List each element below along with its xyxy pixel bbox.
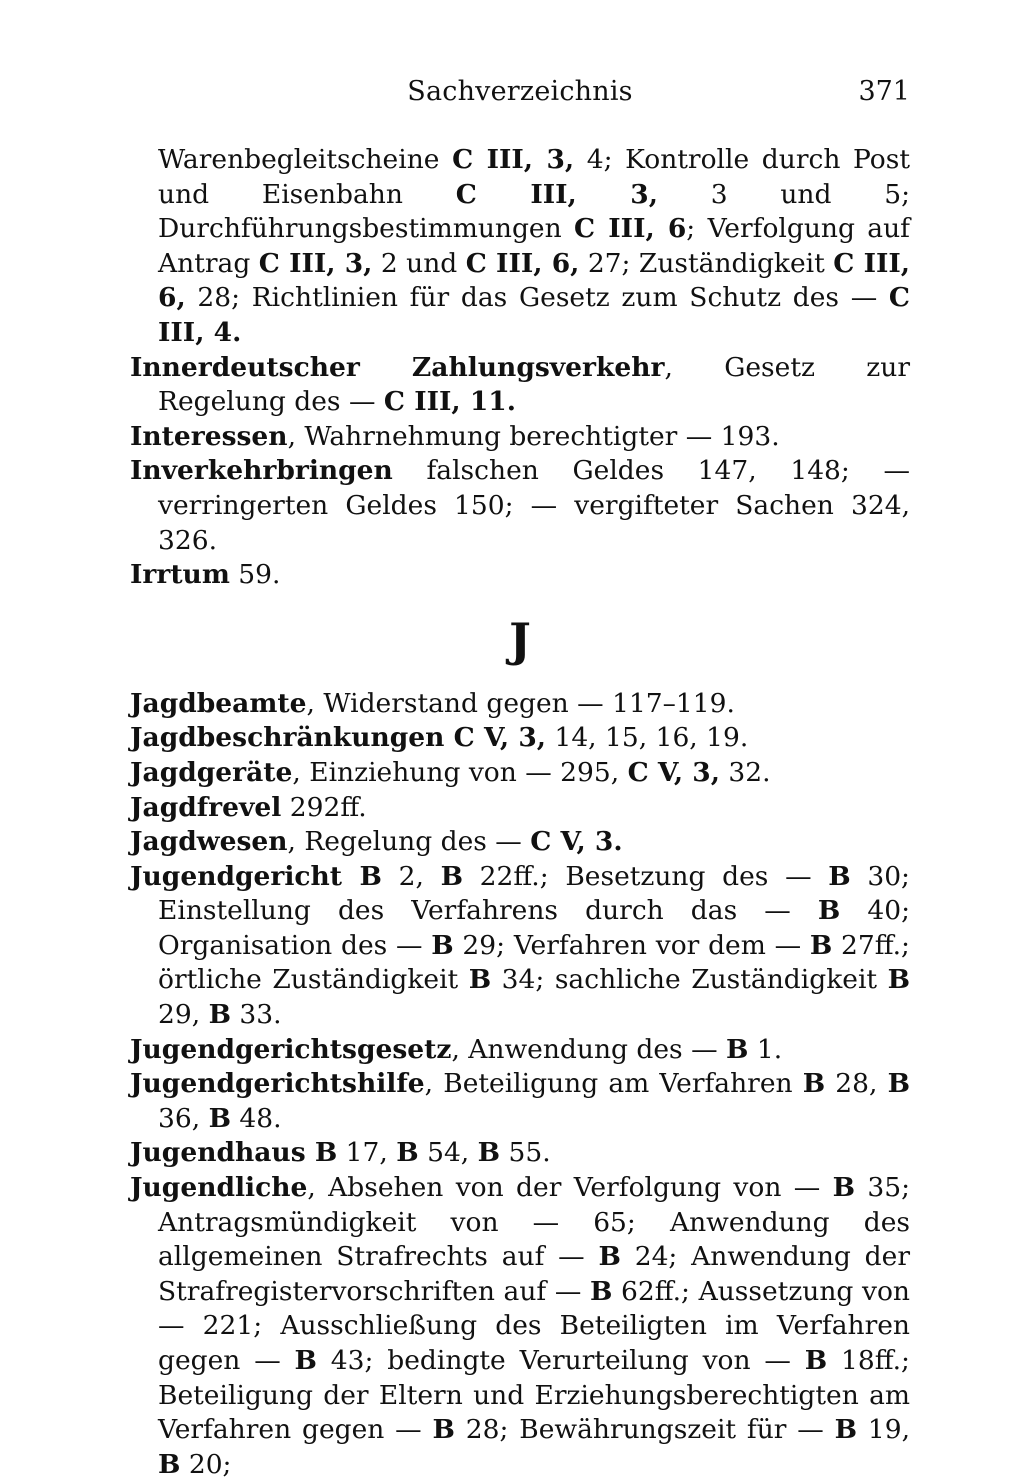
entry-term-bold: Interessen xyxy=(130,420,288,452)
entry-term-bold: C III, 3, xyxy=(452,144,575,175)
entry-term-bold: C III, 3, xyxy=(455,178,658,210)
entry-term-bold: Innerdeutscher Zahlungsverkehr xyxy=(130,351,665,383)
entry-text: 36, xyxy=(158,1102,209,1134)
entry-term-bold: B xyxy=(158,1448,181,1480)
index-entry xyxy=(130,454,910,558)
entry-term-bold: B xyxy=(294,1345,317,1376)
entry-term-bold: B xyxy=(208,1102,231,1134)
entry-term-bold: B xyxy=(804,1345,828,1376)
entry-text: 20; xyxy=(180,1448,232,1480)
entry-text: , Gesetz zur Regelung des — xyxy=(158,351,910,418)
entry-term-bold: Jugendgerichtshilfe xyxy=(130,1068,425,1100)
entry-text: 292ff. xyxy=(281,791,367,823)
entry-text: 17, xyxy=(337,1137,397,1169)
entry-text: 55. xyxy=(500,1137,551,1169)
entry-text: , Absehen von der Verfolgung von — xyxy=(307,1172,833,1204)
index-entries-i xyxy=(130,351,910,593)
index-entries-j xyxy=(130,687,910,1482)
index-entry xyxy=(130,687,910,722)
entry-term-bold: B xyxy=(887,1068,910,1100)
entry-text: 59. xyxy=(229,559,281,591)
section-letter: J xyxy=(509,612,531,667)
entry-term-bold: B xyxy=(589,1275,613,1307)
entry-text: Warenbegleitscheine xyxy=(158,144,453,175)
entry-term-bold: Jugendhaus B xyxy=(130,1137,338,1169)
index-entry xyxy=(130,1067,910,1136)
index-body xyxy=(130,143,910,1482)
entry-text: 27; Zuständigkeit xyxy=(579,247,834,279)
entry-term-bold: B xyxy=(726,1033,749,1065)
entry-text: , Wahrnehmung berechtigter — 193. xyxy=(287,420,780,452)
entry-text: 28, xyxy=(825,1068,888,1100)
entry-term-bold: C III, 6 xyxy=(574,213,687,245)
entry-text: 18ff.; Beteiligung der Eltern und Erziehungsberechtigten am Verfahren gegen — xyxy=(158,1345,910,1446)
entry-text: 29, xyxy=(158,999,209,1031)
continued-index-entry xyxy=(130,143,910,351)
index-entry xyxy=(130,791,910,826)
entry-term-bold: Jagdgeräte xyxy=(130,756,293,788)
entry-term-bold: C V, 3. xyxy=(530,826,623,858)
entry-term-bold: C III, 11. xyxy=(383,386,516,418)
entry-text: , Beteiligung am Verfahren xyxy=(424,1068,803,1100)
entry-text: falschen Geldes 147, 148; — verringerten Geldes 150; — vergifteter Sachen 324, 326. xyxy=(158,455,910,556)
page-header xyxy=(130,76,910,116)
entry-term-bold: C III, 6, xyxy=(158,247,910,314)
entry-text: 27ff.; örtliche Zuständigkeit xyxy=(158,929,910,996)
index-entry xyxy=(130,825,910,860)
index-entry xyxy=(130,721,910,756)
entry-text: 34; sachliche Zuständigkeit xyxy=(491,964,888,996)
index-entry xyxy=(130,351,910,420)
index-entry xyxy=(130,1033,910,1068)
entry-term-bold: B xyxy=(817,895,841,927)
entry-term-bold: Inverkehrbringen xyxy=(130,455,393,487)
entry-term-bold: C III, 4. xyxy=(158,282,910,348)
entry-text: 54, xyxy=(418,1137,478,1169)
entry-text: 2 und xyxy=(372,247,466,279)
entry-text: 3 und 5; Durchführungsbestimmungen xyxy=(158,178,910,245)
entry-text: , Einziehung von — 295, xyxy=(292,756,628,788)
entry-text: 1. xyxy=(748,1033,783,1065)
index-entry xyxy=(130,1136,910,1171)
entry-text: ; Verfolgung auf Antrag xyxy=(158,213,910,279)
entry-text: 22ff.; Besetzung des — xyxy=(463,860,829,892)
index-entry xyxy=(130,420,910,455)
entry-text: 14, 15, 16, 19. xyxy=(546,722,749,754)
entry-text: 30; Einstellung des Verfahrens durch das — xyxy=(158,860,910,927)
entry-term-bold: B xyxy=(468,964,492,996)
entry-text: 40; Organisation des — xyxy=(158,895,911,961)
entry-term-bold: B xyxy=(208,999,231,1031)
entry-term-bold: B xyxy=(431,929,454,961)
entry-text: , Anwendung des — xyxy=(451,1033,726,1065)
entry-term-bold: Jugendgerichtsgesetz xyxy=(130,1033,452,1065)
entry-text: 32. xyxy=(719,756,771,788)
entry-text: , Regelung des — xyxy=(287,826,531,858)
entry-term-bold: B xyxy=(802,1068,826,1100)
entry-text: 4; Kontrolle durch Post und Eisenbahn xyxy=(158,144,910,210)
entry-term-bold: Jagdwesen xyxy=(130,826,288,858)
entry-text: 28; Richtlinien für das Gesetz zum Schutz des — xyxy=(185,282,889,314)
entry-text: 29; Verfahren vor dem — xyxy=(453,929,810,961)
entry-term-bold: B xyxy=(887,964,910,996)
entry-term-bold: Jugendgericht B xyxy=(130,860,382,892)
entry-term-bold: B xyxy=(598,1241,621,1273)
entry-term-bold: C III, 6, xyxy=(465,247,580,279)
entry-text: 28; Bewährungszeit für — xyxy=(454,1414,835,1446)
index-entry xyxy=(130,1171,910,1482)
entry-text: 62ff.; Aussetzung von — 221; Ausschließung des Beteiligten im Verfahren gegen — xyxy=(158,1275,910,1376)
entry-text: 48. xyxy=(230,1102,282,1134)
entry-term-bold: B xyxy=(832,1172,855,1204)
entry-text: 33. xyxy=(230,999,282,1031)
entry-text: 24; Anwendung der Strafregistervorschriften auf — xyxy=(158,1241,910,1307)
entry-text: 19, xyxy=(857,1414,911,1446)
entry-term-bold: B xyxy=(809,929,833,961)
entry-term-bold: B xyxy=(396,1137,419,1169)
entry-term-bold: Irrtum xyxy=(130,559,230,591)
index-entry xyxy=(130,756,910,791)
page-number: 371 xyxy=(858,76,910,107)
entry-text: , Widerstand gegen — 117–119. xyxy=(306,687,735,719)
entry-term-bold: B xyxy=(432,1414,455,1446)
entry-term-bold: B xyxy=(828,860,851,892)
entry-term-bold: B xyxy=(440,860,463,892)
entry-term-bold: B xyxy=(834,1414,858,1446)
entry-term-bold: B xyxy=(477,1137,501,1169)
index-entry xyxy=(130,860,910,1033)
entry-text: 2, xyxy=(381,860,441,892)
index-entry xyxy=(130,558,910,593)
entry-term-bold: C III, 3, xyxy=(258,247,373,279)
entry-term-bold: Jagdbeschränkungen C V, 3, xyxy=(130,722,547,754)
running-title: Sachverzeichnis xyxy=(407,76,633,107)
entry-text: 43; bedingte Verurteilung von — xyxy=(316,1345,805,1376)
entry-text: 35; Antragsmündigkeit von — 65; Anwendung des allgemeinen Strafrechts auf — xyxy=(158,1172,910,1273)
entry-term-bold: Jagdfrevel xyxy=(130,791,282,823)
entry-term-bold: Jagdbeamte xyxy=(130,687,307,719)
entry-term-bold: Jugendliche xyxy=(130,1172,308,1204)
entry-term-bold: C V, 3, xyxy=(627,756,720,788)
